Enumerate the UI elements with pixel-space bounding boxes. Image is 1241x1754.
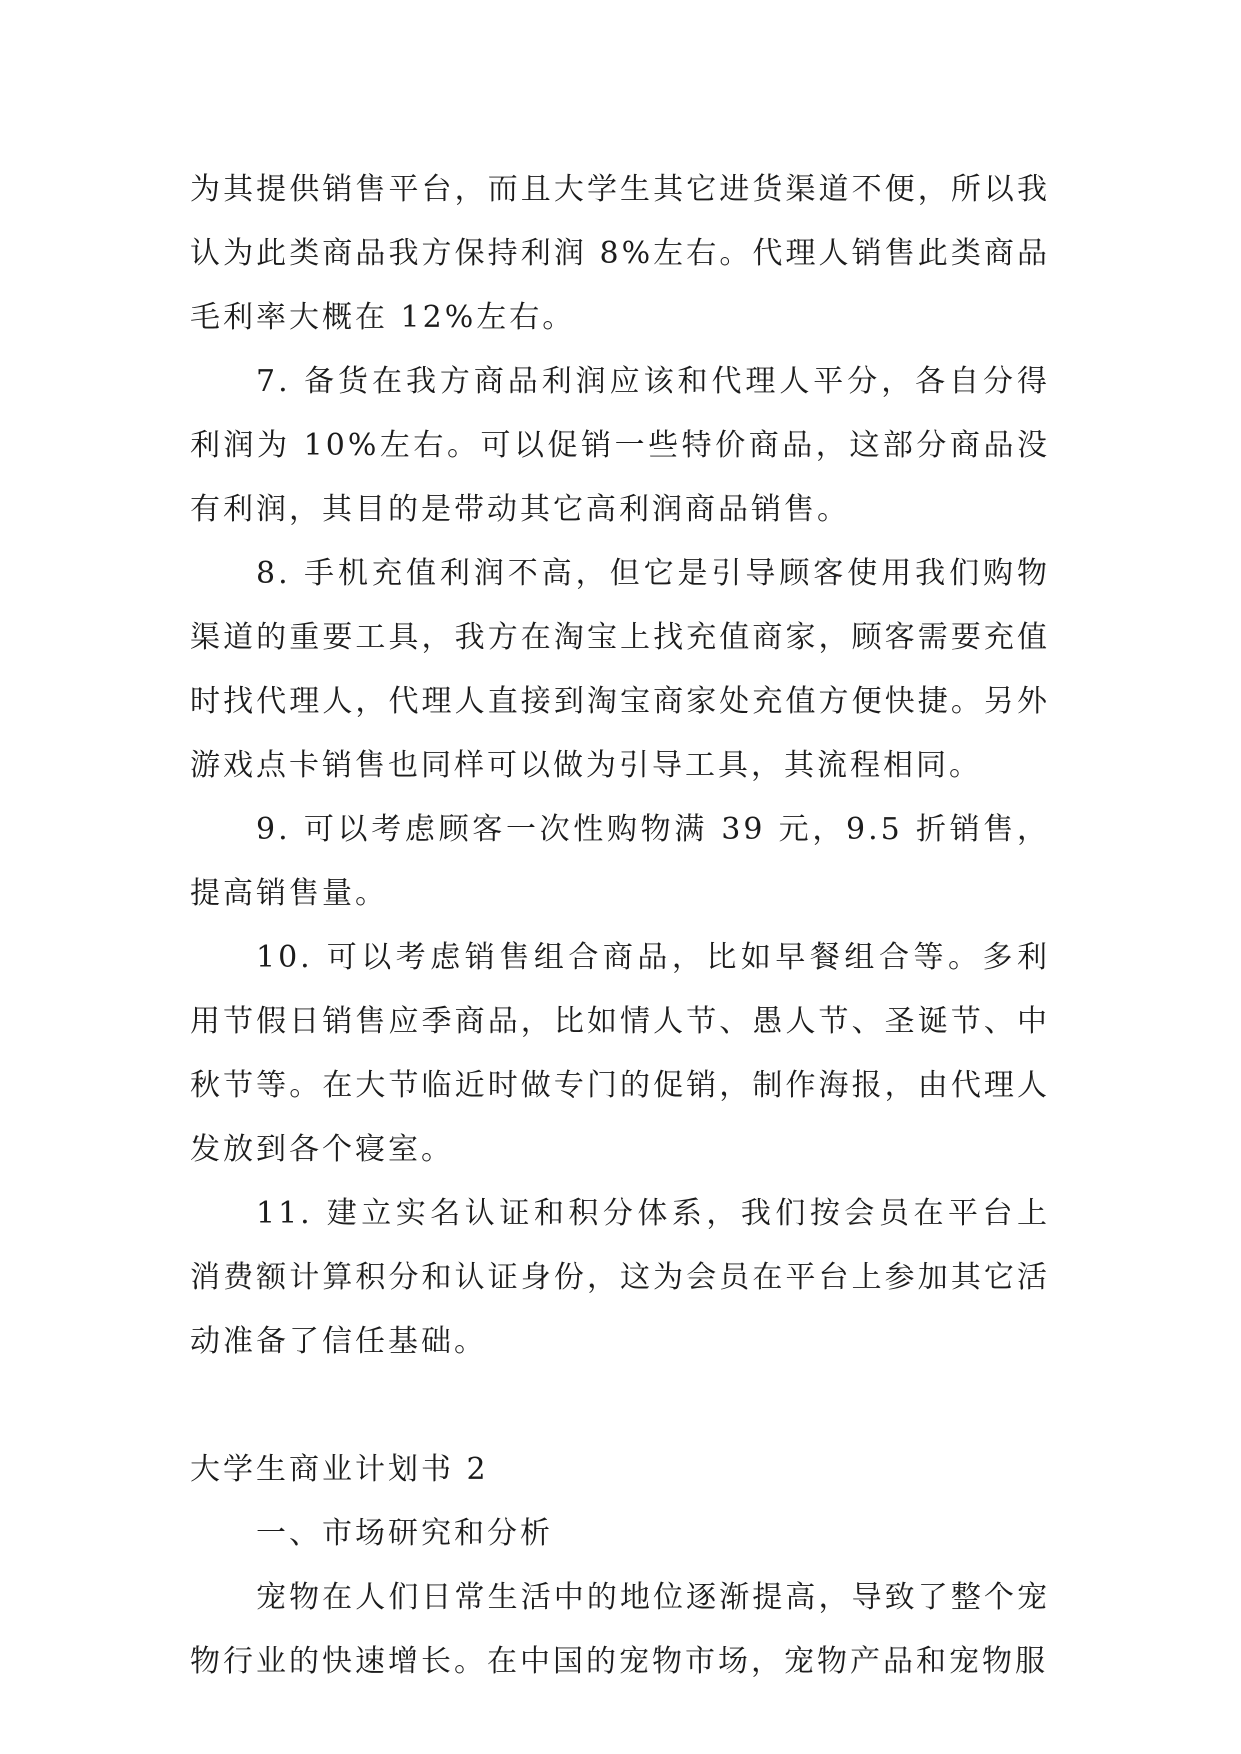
subheading: 一、市场研究和分析 [256, 1516, 553, 1551]
paragraph-continuation: 为其提供销售平台，而且大学生其它进货渠道不便，所以我认为此类商品我方保持利润 8%左右。代理人销售此类商品毛利率大概在 12%左右。 [190, 172, 1050, 335]
section-spacer [190, 1374, 1050, 1438]
document-body [190, 158, 1050, 1694]
paragraph-item-11: 11. 建立实名认证和积分体系，我们按会员在平台上消费额计算积分和认证身份，这为会员在平台上参加其它活动准备了信任基础。 [190, 1196, 1050, 1359]
paragraph-item-10: 10. 可以考虑销售组合商品，比如早餐组合等。多利用节假日销售应季商品，比如情人节、愚人节、圣诞节、中秋节等。在大节临近时做专门的促销，制作海报，由代理人发放到各个寝室。 [190, 940, 1050, 1167]
paragraph-item-8: 8. 手机充值利润不高，但它是引导顾客使用我们购物渠道的重要工具，我方在淘宝上找充值商家，顾客需要充值时找代理人，代理人直接到淘宝商家处充值方便快捷。另外游戏点卡销售也同样可以做为引导工具，其流程相同。 [190, 556, 1050, 783]
section-title: 大学生商业计划书 2 [190, 1452, 489, 1487]
paragraph-item-7: 7. 备货在我方商品利润应该和代理人平分，各自分得利润为 10%左右。可以促销一些特价商品，这部分商品没有利润，其目的是带动其它高利润商品销售。 [190, 364, 1050, 527]
paragraph-market-analysis: 宠物在人们日常生活中的地位逐渐提高，导致了整个宠物行业的快速增长。在中国的宠物市场，宠物产品和宠物服 [190, 1580, 1050, 1679]
paragraph-item-9: 9. 可以考虑顾客一次性购物满 39 元，9.5 折销售，提高销售量。 [190, 812, 1050, 911]
